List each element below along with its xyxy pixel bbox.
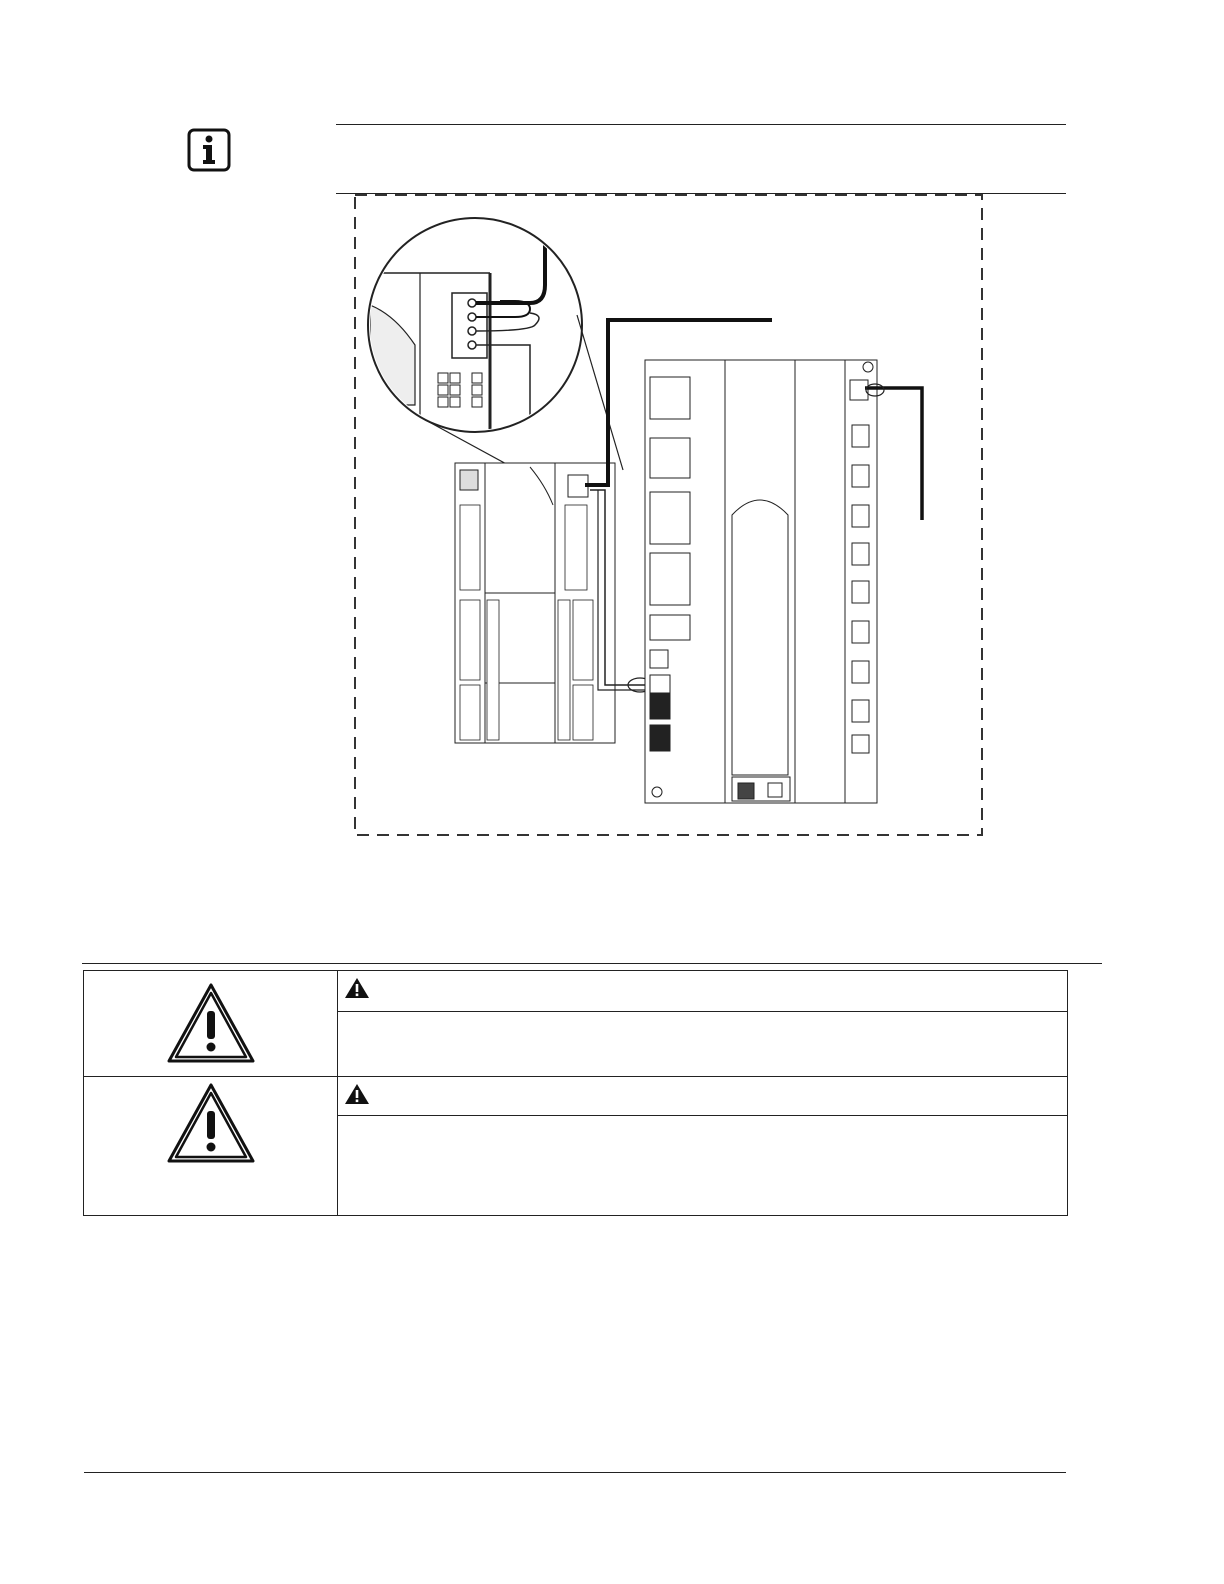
warning-text [338,1011,1068,1076]
warning-symbol-cell [84,971,338,1077]
warning-header-cell [338,1077,1068,1116]
section-rule [82,963,1102,964]
warning-header-cell [338,971,1068,1012]
table-row [84,1077,1068,1116]
warning-symbol-cell [84,1077,338,1216]
terminal-detail-callout [368,218,623,485]
warning-triangle-icon [165,1081,257,1165]
info-top-rule [336,124,1066,125]
warning-triangle-icon [165,981,257,1065]
small-warning-icon [344,1083,370,1105]
safety-table [83,970,1068,1216]
small-warning-icon [344,977,370,999]
table-row [84,971,1068,1012]
warning-text [338,1116,1068,1216]
wiring-diagram [340,185,1000,850]
info-icon [187,128,231,172]
footer-rule [84,1472,1066,1473]
